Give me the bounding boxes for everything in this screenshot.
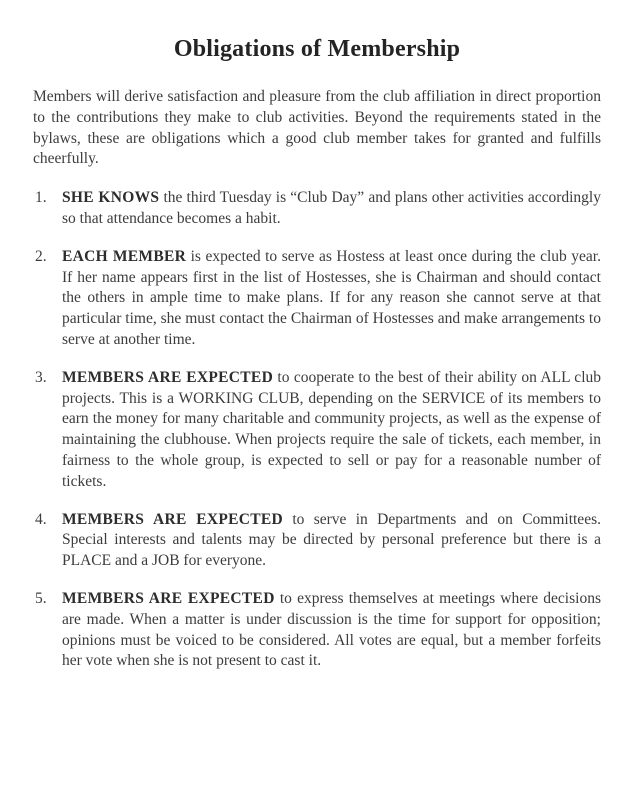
item-number: 3.: [35, 368, 47, 386]
item-text: [62, 247, 601, 351]
item-text: [62, 510, 601, 572]
item-number: 1.: [35, 189, 47, 207]
obligations-list: [33, 188, 601, 672]
item-lead: EACH MEMBER: [62, 247, 187, 265]
list-item: [35, 368, 601, 493]
list-item: [35, 188, 601, 230]
list-item: [35, 510, 601, 572]
item-rest: to serve in Departments and on Committees. Special interests and talents may be directed by personal preference but there is a PLACE and a JOB for everyone.: [62, 510, 601, 570]
item-number: 2.: [35, 247, 47, 265]
list-item: [35, 589, 601, 672]
list-item: [35, 247, 601, 351]
item-lead: MEMBERS ARE EXPECTED: [62, 589, 275, 607]
page-title: Obligations of Membership: [173, 36, 461, 62]
item-rest: to express themselves at meetings where decisions are made. When a matter is under discussion is the time for support for opposition; opinions must be voiced to be considered. All votes are equal, but a member forfeits her vote when she is not present to cast it.: [62, 589, 601, 670]
item-lead: MEMBERS ARE EXPECTED: [62, 368, 274, 386]
item-text: [62, 188, 601, 230]
item-text: [62, 368, 601, 493]
item-lead: SHE KNOWS: [62, 189, 160, 207]
item-rest: the third Tuesday is “Club Day” and plans other activities accordingly so that attendance becomes a habit.: [62, 189, 601, 227]
item-text: [62, 589, 601, 672]
item-rest: to cooperate to the best of their ability on ALL club projects. This is a WORKING CLUB, depending on the SERVICE of its members to earn the money for many charitable and community projects, as well as the expense of maintaining the clubhouse. When projects require the sale of tickets, each member, in fairness to the whole group, is expected to sell or pay for a reasonable number of tickets.: [62, 368, 601, 490]
item-number: 4.: [35, 510, 47, 528]
item-lead: MEMBERS ARE EXPECTED: [62, 510, 284, 528]
item-number: 5.: [35, 589, 47, 607]
intro-paragraph: Members will derive satisfaction and pleasure from the club affiliation in direct proportion to the contributions they make to club activities. Beyond the requirements stated in the bylaws, these are obligations which a good club member takes for granted and fulfills cheerfully.: [33, 88, 601, 168]
item-rest: is expected to serve as Hostess at least once during the club year. If her name appears first in the list of Hostesses, she is Chairman and should contact the others in ample time to make plans. If for any reason she cannot serve at that particular time, she must contact the Chairman of Hostesses and make arrangements to serve at another time.: [62, 247, 601, 348]
